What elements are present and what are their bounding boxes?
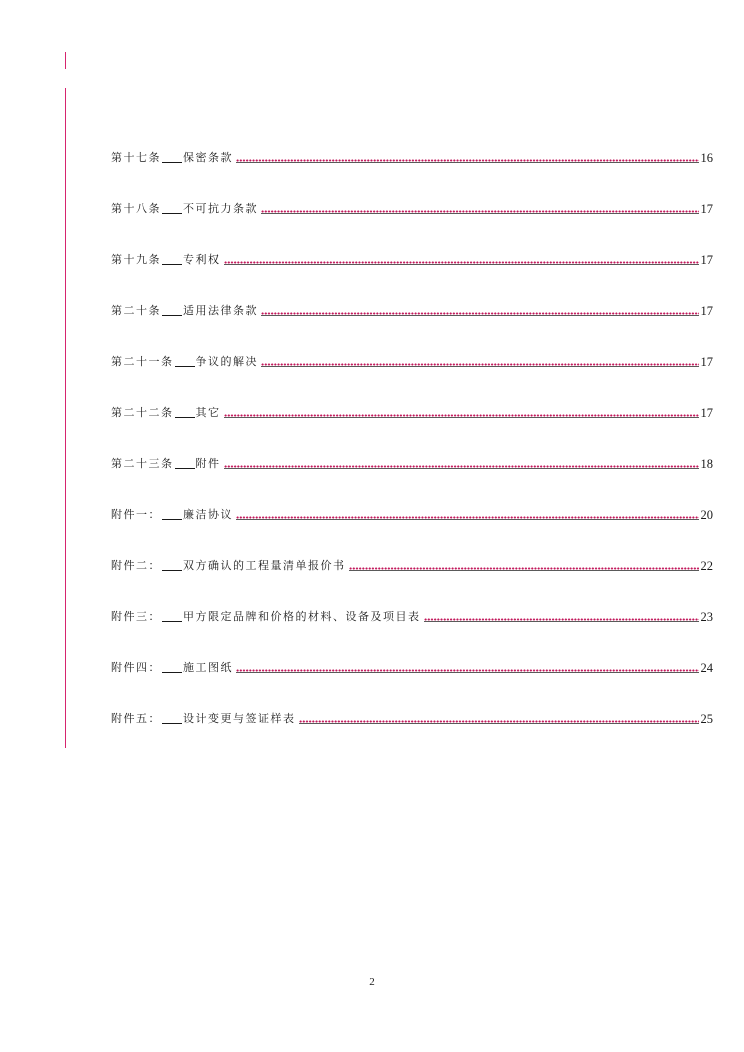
toc-title: 廉洁协议 (183, 508, 233, 521)
toc-entry[interactable] (111, 372, 713, 423)
toc-page-number: 24 (700, 661, 713, 675)
toc-page-number: 18 (700, 457, 713, 471)
toc-title: 施工图纸 (183, 661, 233, 674)
margin-mark-top (65, 52, 66, 69)
toc-dot-leader (236, 665, 699, 673)
toc-title: 争议的解决 (195, 355, 258, 368)
toc-article-label: 第二十一条 (111, 355, 174, 368)
toc-article-label: 第二十三条 (111, 457, 174, 470)
toc-joiner-line (162, 162, 182, 163)
toc-page-number: 23 (700, 610, 713, 624)
toc-dot-leader (299, 716, 699, 724)
toc-entry[interactable] (111, 168, 713, 219)
toc-article-label: 附件三： (111, 610, 161, 623)
toc-article-label: 第二十二条 (111, 406, 174, 419)
toc-entry[interactable] (111, 627, 713, 678)
toc-joiner-line (175, 417, 195, 418)
toc-article-label: 附件四： (111, 661, 161, 674)
toc-article-label: 第二十条 (111, 304, 161, 317)
toc-dot-leader (424, 614, 699, 622)
toc-joiner-line (162, 213, 182, 214)
toc-title: 不可抗力条款 (183, 202, 258, 215)
toc-joiner-line (162, 672, 182, 673)
toc-title: 甲方限定品牌和价格的材料、设备及项目表 (183, 610, 421, 623)
toc-page-number: 22 (700, 559, 713, 573)
toc-page-number: 20 (700, 508, 713, 522)
toc-title: 设计变更与签证样表 (183, 712, 296, 725)
footer-page-number: 2 (369, 976, 375, 988)
toc-dot-leader (261, 359, 699, 367)
toc-title: 专利权 (183, 253, 221, 266)
toc-article-label: 第十七条 (111, 151, 161, 164)
toc-entry[interactable] (111, 219, 713, 270)
toc-page-number: 17 (700, 355, 713, 369)
toc-page-number: 17 (700, 304, 713, 318)
toc-joiner-line (162, 621, 182, 622)
toc-title: 双方确认的工程量清单报价书 (183, 559, 346, 572)
toc-joiner-line (175, 468, 195, 469)
toc-page-number: 25 (700, 712, 713, 726)
toc-page-number: 17 (700, 253, 713, 267)
table-of-contents (111, 117, 713, 729)
toc-page-number: 16 (700, 151, 713, 165)
toc-entry[interactable] (111, 117, 713, 168)
toc-joiner-line (162, 264, 182, 265)
toc-dot-leader (261, 308, 699, 316)
toc-joiner-line (162, 570, 182, 571)
toc-dot-leader (224, 461, 699, 469)
toc-entry[interactable] (111, 678, 713, 729)
toc-dot-leader (236, 155, 699, 163)
toc-joiner-line (162, 723, 182, 724)
toc-title: 适用法律条款 (183, 304, 258, 317)
toc-entry[interactable] (111, 321, 713, 372)
toc-joiner-line (175, 366, 195, 367)
toc-dot-leader (224, 410, 699, 418)
toc-title: 保密条款 (183, 151, 233, 164)
toc-article-label: 附件五： (111, 712, 161, 725)
toc-entry[interactable] (111, 474, 713, 525)
toc-dot-leader (349, 563, 699, 571)
toc-dot-leader (236, 512, 699, 520)
toc-article-label: 附件二： (111, 559, 161, 572)
toc-page-number: 17 (700, 406, 713, 420)
toc-title: 附件 (195, 457, 221, 470)
toc-article-label: 第十八条 (111, 202, 161, 215)
toc-article-label: 第十九条 (111, 253, 161, 266)
toc-entry[interactable] (111, 270, 713, 321)
toc-entry[interactable] (111, 423, 713, 474)
toc-joiner-line (162, 519, 182, 520)
toc-title: 其它 (195, 406, 221, 419)
toc-entry[interactable] (111, 576, 713, 627)
toc-dot-leader (224, 257, 699, 265)
toc-page-number: 17 (700, 202, 713, 216)
toc-entry[interactable] (111, 525, 713, 576)
toc-article-label: 附件一： (111, 508, 161, 521)
toc-joiner-line (162, 315, 182, 316)
toc-dot-leader (261, 206, 699, 214)
margin-rule-line (65, 88, 66, 748)
